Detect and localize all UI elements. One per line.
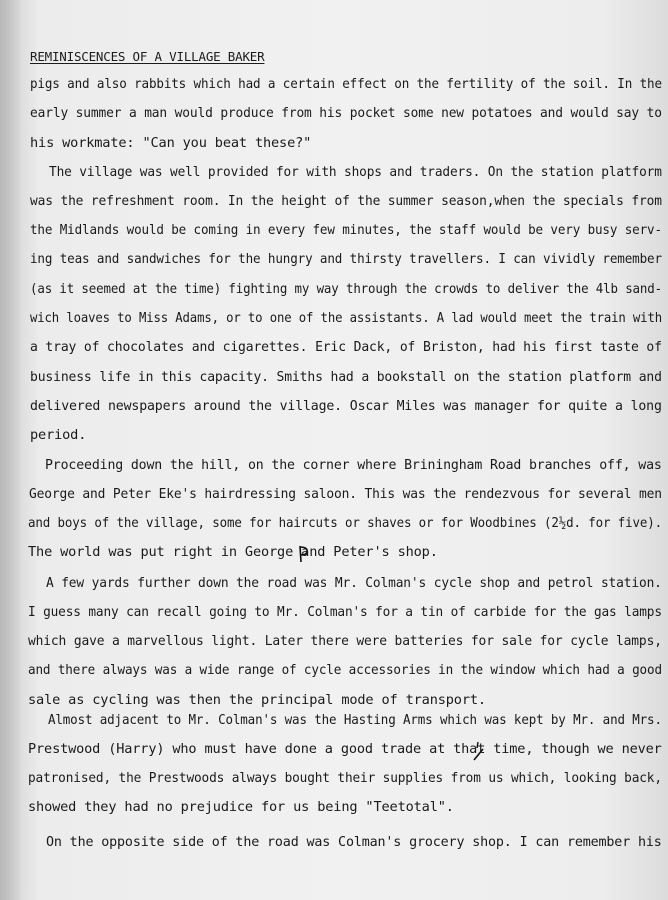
text-line: a tray of chocolates and cigarettes. Eric Dack, of Briston, had his first taste of xyxy=(30,339,662,355)
text-line: pigs and also rabbits which had a certain effect on the fertility of the soil. In the xyxy=(30,76,662,92)
text-line: ing teas and sandwiches for the hungry and thirsty travellers. I can vividly remember xyxy=(30,251,662,267)
text-line: delivered newspapers around the village. Oscar Miles was manager for quite a long xyxy=(30,398,662,414)
text-line: On the opposite side of the road was Colman's grocery shop. I can remember his xyxy=(46,834,662,850)
text-line: The village was well provided for with shops and traders. On the station platform xyxy=(49,164,662,180)
document-header: REMINISCENCES OF A VILLAGE BAKER xyxy=(30,49,265,64)
text-line: The world was put right in George and Peter's shop. xyxy=(28,544,438,560)
text-line: and boys of the village, some for haircuts or shaves or for Woodbines (2½d. for five). xyxy=(28,515,662,531)
text-line: Prestwood (Harry) who must have done a good trade at that time, though we never xyxy=(28,741,662,757)
text-line: was the refreshment room. In the height of the summer season,when the specials from xyxy=(30,193,662,209)
text-line: wich loaves to Miss Adams, or to one of the assistants. A lad would meet the train with xyxy=(30,310,662,326)
correction-mark xyxy=(297,544,311,564)
text-line: period. xyxy=(30,427,87,443)
text-line: his workmate: "Can you beat these?" xyxy=(30,135,312,151)
text-line: patronised, the Prestwoods always bought their supplies from us which, looking back, xyxy=(28,770,662,786)
text-line: the Midlands would be coming in every few minutes, the staff would be very busy serv- xyxy=(30,222,662,238)
text-line: A few yards further down the road was Mr. Colman's cycle shop and petrol station. xyxy=(46,575,662,591)
text-line: I guess many can recall going to Mr. Colman's for a tin of carbide for the gas lamps xyxy=(28,604,662,620)
text-line: which gave a marvellous light. Later there were batteries for sale for cycle lamps, xyxy=(28,633,662,649)
text-line: and there always was a wide range of cycle accessories in the window which had a good xyxy=(28,662,662,678)
correction-mark xyxy=(472,740,486,764)
text-line: George and Peter Eke's hairdressing saloon. This was the rendezvous for several men xyxy=(29,486,662,502)
text-line: showed they had no prejudice for us being "Teetotal". xyxy=(28,799,454,815)
text-line: Almost adjacent to Mr. Colman's was the Hasting Arms which was kept by Mr. and Mrs. xyxy=(48,712,662,728)
text-line: sale as cycling was then the principal mode of transport. xyxy=(28,692,486,708)
text-line: business life in this capacity. Smiths had a bookstall on the station platform and xyxy=(30,369,662,385)
text-line: (as it seemed at the time) fighting my way through the crowds to deliver the 4lb sand- xyxy=(30,281,662,297)
text-line: Proceeding down the hill, on the corner where Briningham Road branches off, was xyxy=(45,457,662,473)
text-line: early summer a man would produce from his pocket some new potatoes and would say to xyxy=(30,105,662,121)
